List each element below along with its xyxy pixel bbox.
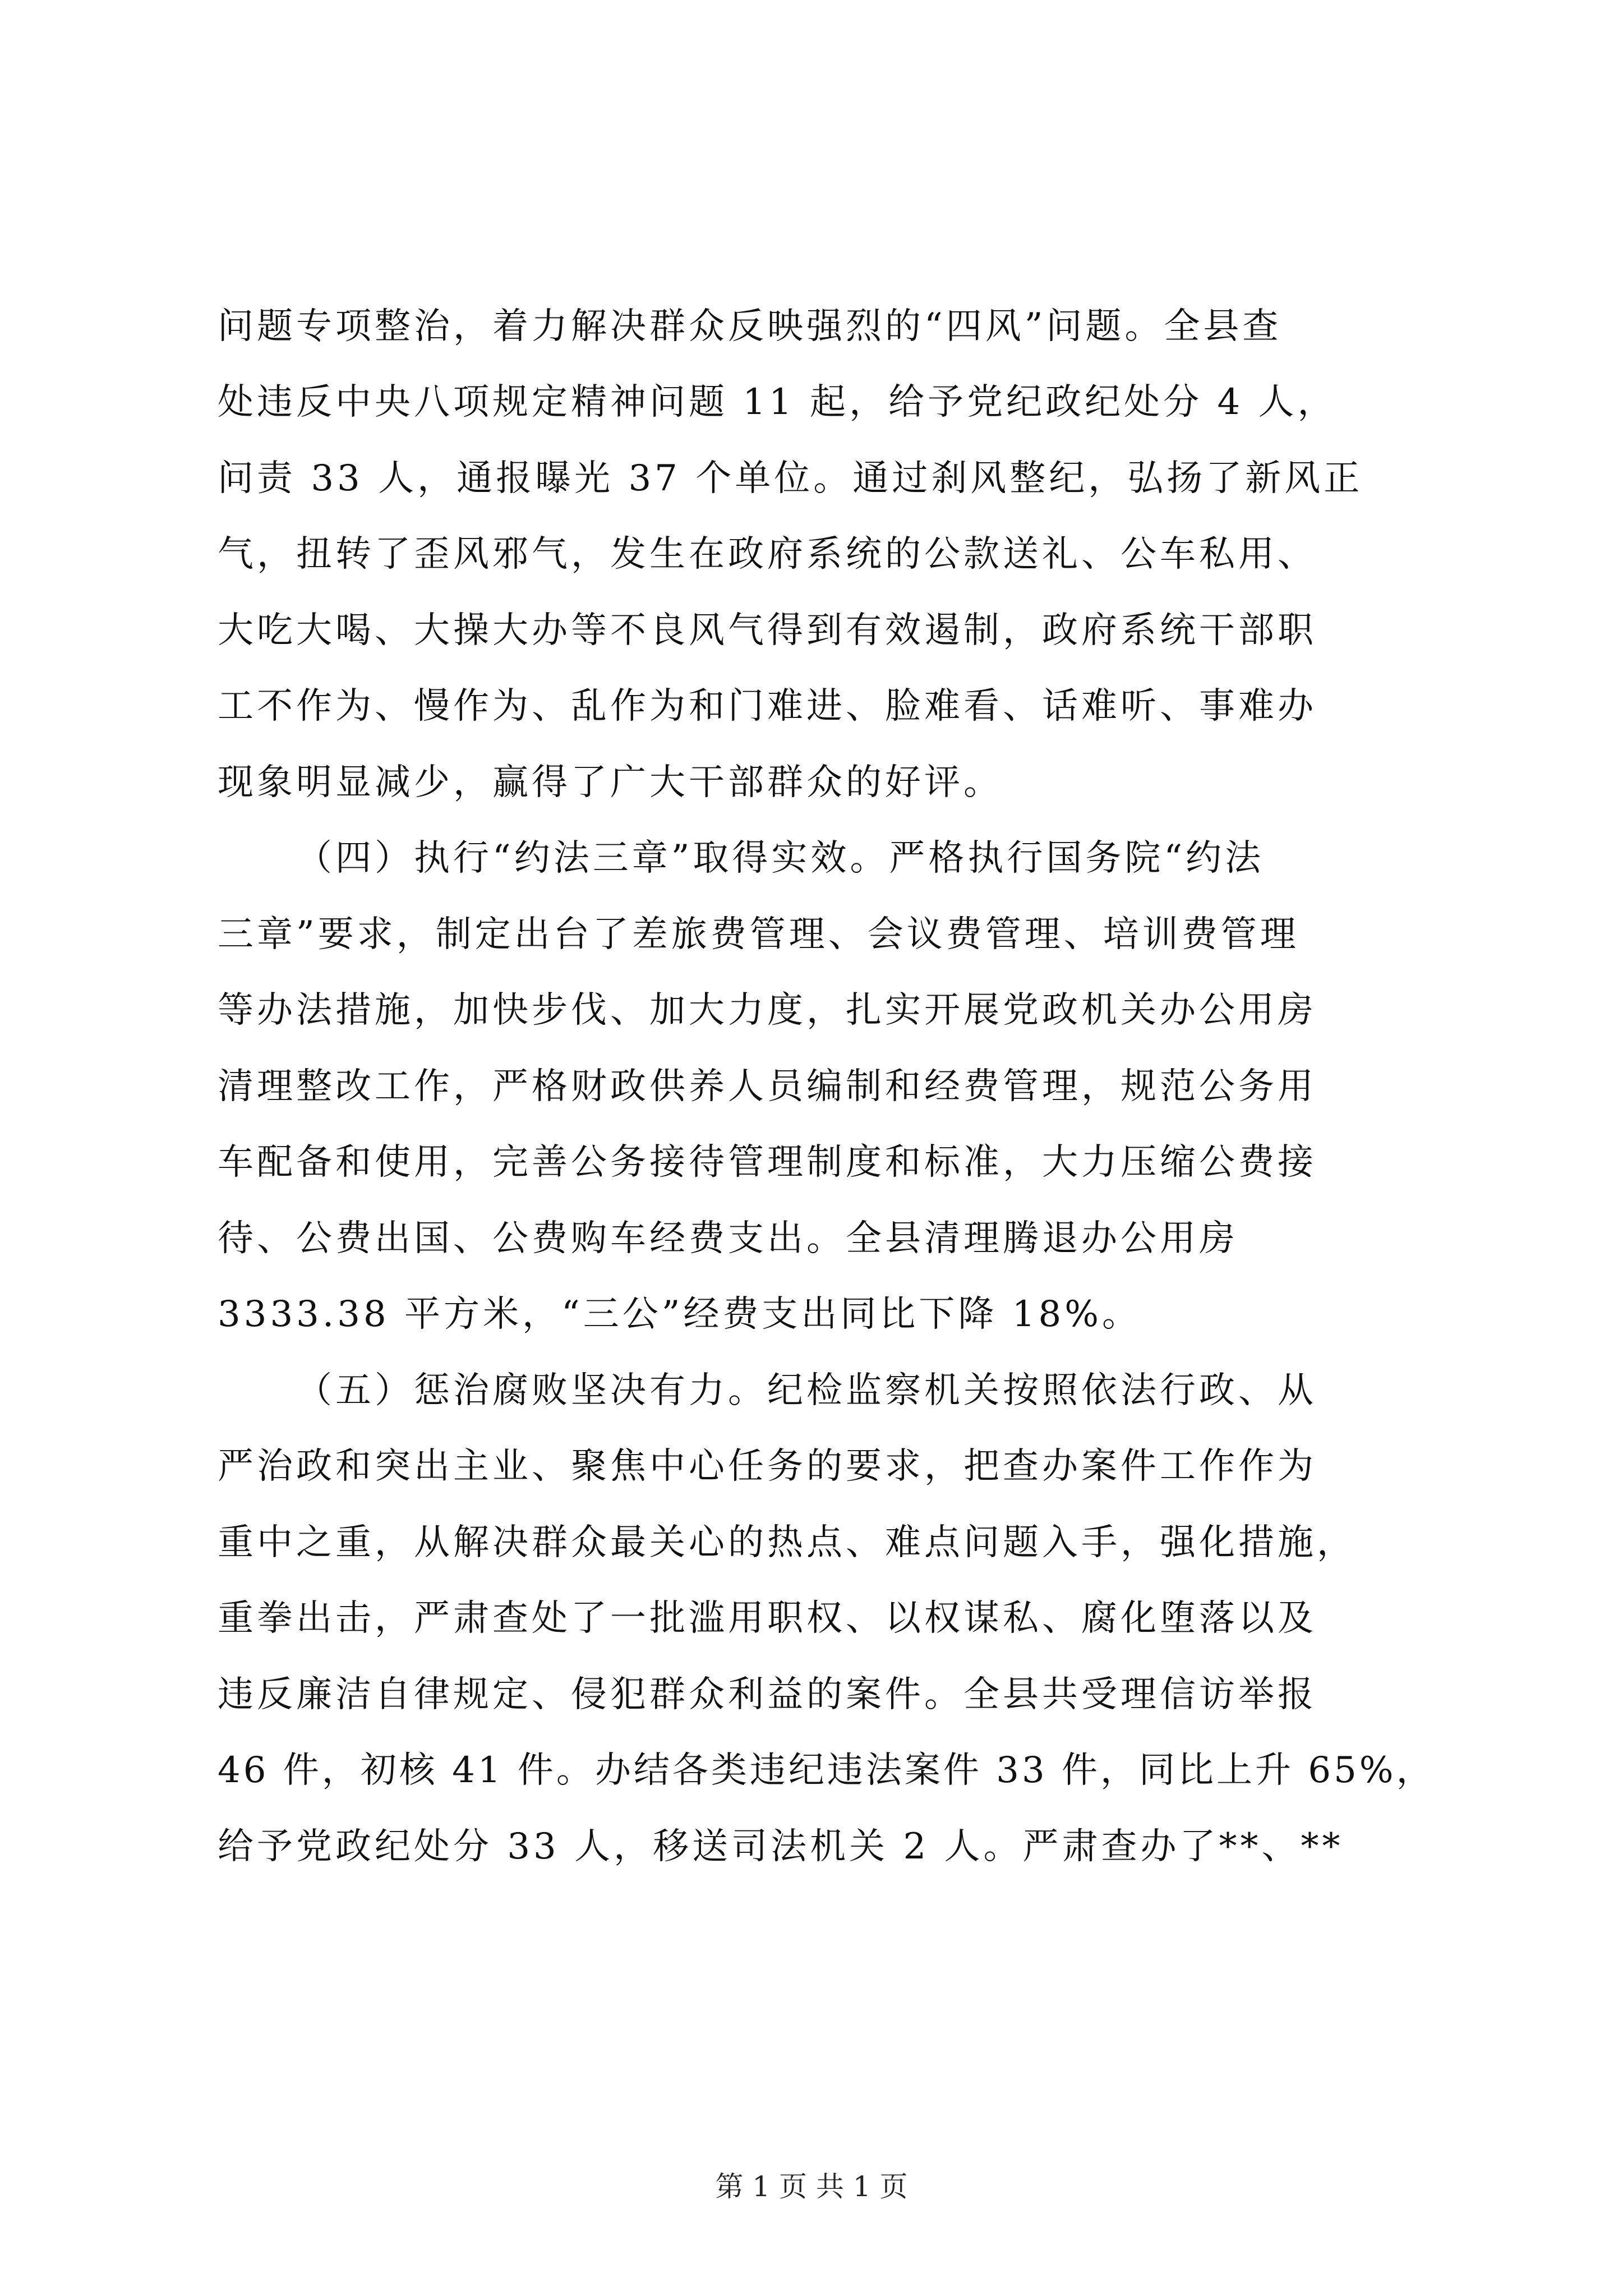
section-heading-4: （四）执行“约法三章”取得实效。严格执行国务院“约法 xyxy=(296,838,1265,879)
text-line-21: 给予党政纪处分 33 人，移送司法机关 2 人。严肃查办了**、** xyxy=(218,1826,1344,1867)
text-line-7: 现象明显减少，赢得了广大干部群众的好评。 xyxy=(218,762,1003,803)
text-line-13: 待、公费出国、公费购车经费支出。全县清理腾退办公用房 xyxy=(218,1218,1238,1259)
text-line-9: 三章”要求，制定出台了差旅费管理、会议费管理、培训费管理 xyxy=(218,914,1299,955)
page-footer: 第 1 页 共 1 页 xyxy=(715,2170,908,2203)
text-line-6: 工不作为、慢作为、乱作为和门难进、脸难看、话难听、事难办 xyxy=(218,685,1317,727)
text-line-10: 等办法措施，加快步伐、加大力度，扎实开展党政机关办公用房 xyxy=(218,990,1317,1031)
text-line-3: 问责 33 人，通报曝光 37 个单位。通过刹风整纪，弘扬了新风正 xyxy=(218,458,1363,499)
text-line-17: 重中之重，从解决群众最关心的热点、难点问题入手，强化措施， xyxy=(218,1522,1356,1563)
section-heading-5: （五）惩治腐败坚决有力。纪检监察机关按照依法行政、从 xyxy=(296,1370,1317,1411)
text-line-19: 违反廉洁自律规定、侵犯群众利益的案件。全县共受理信访举报 xyxy=(218,1674,1317,1715)
text-line-4: 气，扭转了歪风邪气，发生在政府系统的公款送礼、公车私用、 xyxy=(218,533,1317,575)
text-line-18: 重拳出击，严肃查处了一批滥用职权、以权谋私、腐化堕落以及 xyxy=(218,1598,1317,1639)
text-line-16: 严治政和突出主业、聚焦中心任务的要求，把查办案件工作作为 xyxy=(218,1446,1317,1487)
text-line-12: 车配备和使用，完善公务接待管理制度和标准，大力压缩公费接 xyxy=(218,1142,1317,1183)
text-line-1: 问题专项整治，着力解决群众反映强烈的“四风”问题。全县查 xyxy=(218,306,1282,347)
text-line-11: 清理整改工作，严格财政供养人员编制和经费管理，规范公务用 xyxy=(218,1066,1317,1107)
text-line-5: 大吃大喝、大操大办等不良风气得到有效遏制，政府系统干部职 xyxy=(218,610,1317,651)
text-line-20: 46 件，初核 41 件。办结各类违纪违法案件 33 件，同比上升 65%， xyxy=(218,1750,1435,1791)
text-line-14: 3333.38 平方米，“三公”经费支出同比下降 18%。 xyxy=(218,1294,1142,1335)
text-line-2: 处违反中央八项规定精神问题 11 起，给予党纪政纪处分 4 人， xyxy=(218,381,1337,423)
